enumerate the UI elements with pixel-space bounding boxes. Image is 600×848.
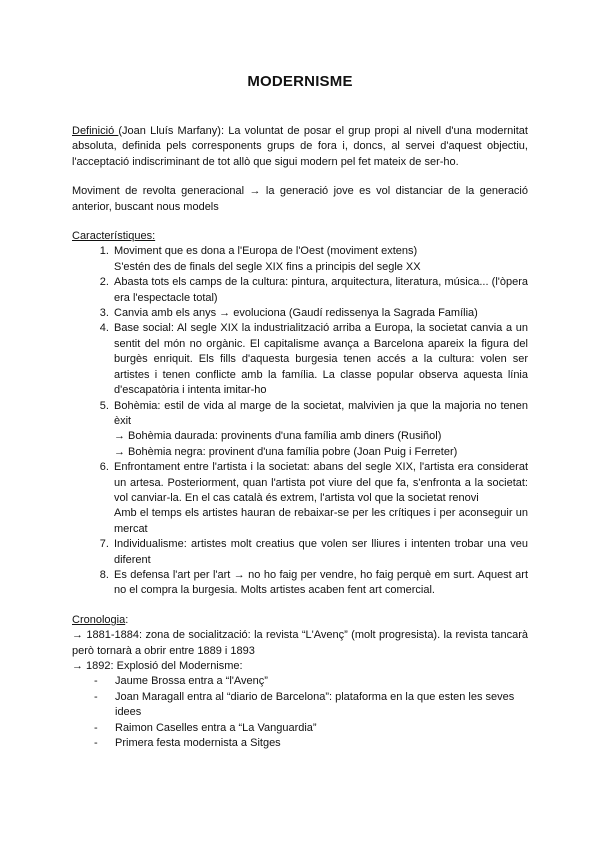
- definition-paragraph: [72, 124, 528, 170]
- characteristic-text: Es defensa l'art per l'art → no ho faig per vendre, ho faig perquè em surt. Aquest art no el compra la burgesia. Molts artistes acaben fent art comercial.: [114, 568, 528, 597]
- chronology-heading: Cronologia:: [72, 613, 129, 626]
- chronology-bullet: - Primera festa modernista a Sitges: [94, 736, 528, 751]
- chronology-list: [72, 674, 528, 751]
- characteristic-subline: → Bohèmia negra: provinent d'una família pobre (Joan Puig i Ferreter): [114, 445, 458, 458]
- characteristic-subline: → Bohèmia daurada: provinents d'una família amb diners (Rusiñol): [114, 430, 442, 443]
- characteristic-item: [112, 306, 528, 321]
- characteristic-item: [112, 537, 528, 568]
- characteristics-list: [72, 244, 528, 598]
- characteristics-heading: Característiques:: [72, 230, 156, 243]
- characteristic-item: [112, 568, 528, 599]
- characteristic-item: [112, 321, 528, 398]
- chronology-bullet: - Raimon Caselles entra a “La Vanguardia”: [94, 721, 528, 736]
- characteristic-text: Enfrontament entre l'artista i la societat: abans del segle XIX, l'artista era considerat un artesa. Posteriorment, quan l'artista pot viure del que fa, s'enfronta a la societat: vol canviar-la. En el cas català és extrem, l'artista vol que la societat renovi: [114, 461, 528, 504]
- characteristic-item: [112, 399, 528, 461]
- characteristic-subline: Amb el temps els artistes hauran de rebaixar-se per les crítiques i per aconseguir un mercat: [114, 507, 528, 535]
- chronology-line-1892: → 1892: Explosió del Modernisme:: [72, 660, 243, 672]
- characteristic-text: Bohèmia: estil de vida al marge de la societat, malvivien ja que la majoria no tenen èxit: [114, 399, 528, 427]
- chronology-bullet: - Jaume Brossa entra a “l'Avenç”: [94, 674, 528, 689]
- characteristic-item: [112, 275, 528, 306]
- characteristic-text: Individualisme: artistes molt creatius que volen ser lliures i intenten trobar una veu diferent: [114, 538, 528, 566]
- characteristic-item: [112, 244, 528, 275]
- page-title: MODERNISME: [247, 73, 353, 90]
- movement-paragraph: Moviment de revolta generacional → la generació jove es vol distanciar de la generació anterior, buscant nous models: [72, 185, 528, 213]
- characteristic-text: Base social: Al segle XIX la industrialització arriba a Europa, la societat canvia a un sentit del món no orgànic. El capitalisme avança a Barcelona apareix la figura del burgès enriquit. Els fills d'aquesta burgesia tenen accés a la cultura: volen ser artistes i tenen conflicte amb la família. La classe popular observa aquesta línia d'escapatòria i intenta imitar-ho: [114, 322, 528, 397]
- chronology-bullet: - Joan Maragall entra al “diario de Barcelona”: plataforma en la que esten les seves idees: [94, 690, 528, 721]
- characteristic-item: [112, 460, 528, 537]
- characteristic-text: Canvia amb els anys → evoluciona (Gaudí redissenya la Sagrada Família): [114, 307, 478, 320]
- characteristic-text: Abasta tots els camps de la cultura: pintura, arquitectura, literatura, música... (l'òpera era l'espectacle total): [114, 276, 528, 304]
- definition-label: Definició: [72, 125, 119, 137]
- definition-text: (Joan Lluís Marfany): La voluntat de posar el grup propi al nivell d'una modernitat absoluta, definida pels corresponents grups de fora i, doncs, al servei d'aquest objectiu, l'acceptació indiscriminant de tot allò que sigui modern pel fet mateix de ser-ho.: [72, 125, 528, 168]
- characteristic-subline: S'estén des de finals del segle XIX fins a principis del segle XX: [114, 260, 421, 273]
- chronology-line-1881: → 1881-1884: zona de socialització: la revista “L'Avenç” (molt progresista). la revista tancarà però tornarà a obrir entre 1889 i 1893: [72, 629, 528, 657]
- characteristic-text: Moviment que es dona a l'Europa de l'Oest (moviment extens): [114, 245, 418, 258]
- document-body: [72, 124, 528, 751]
